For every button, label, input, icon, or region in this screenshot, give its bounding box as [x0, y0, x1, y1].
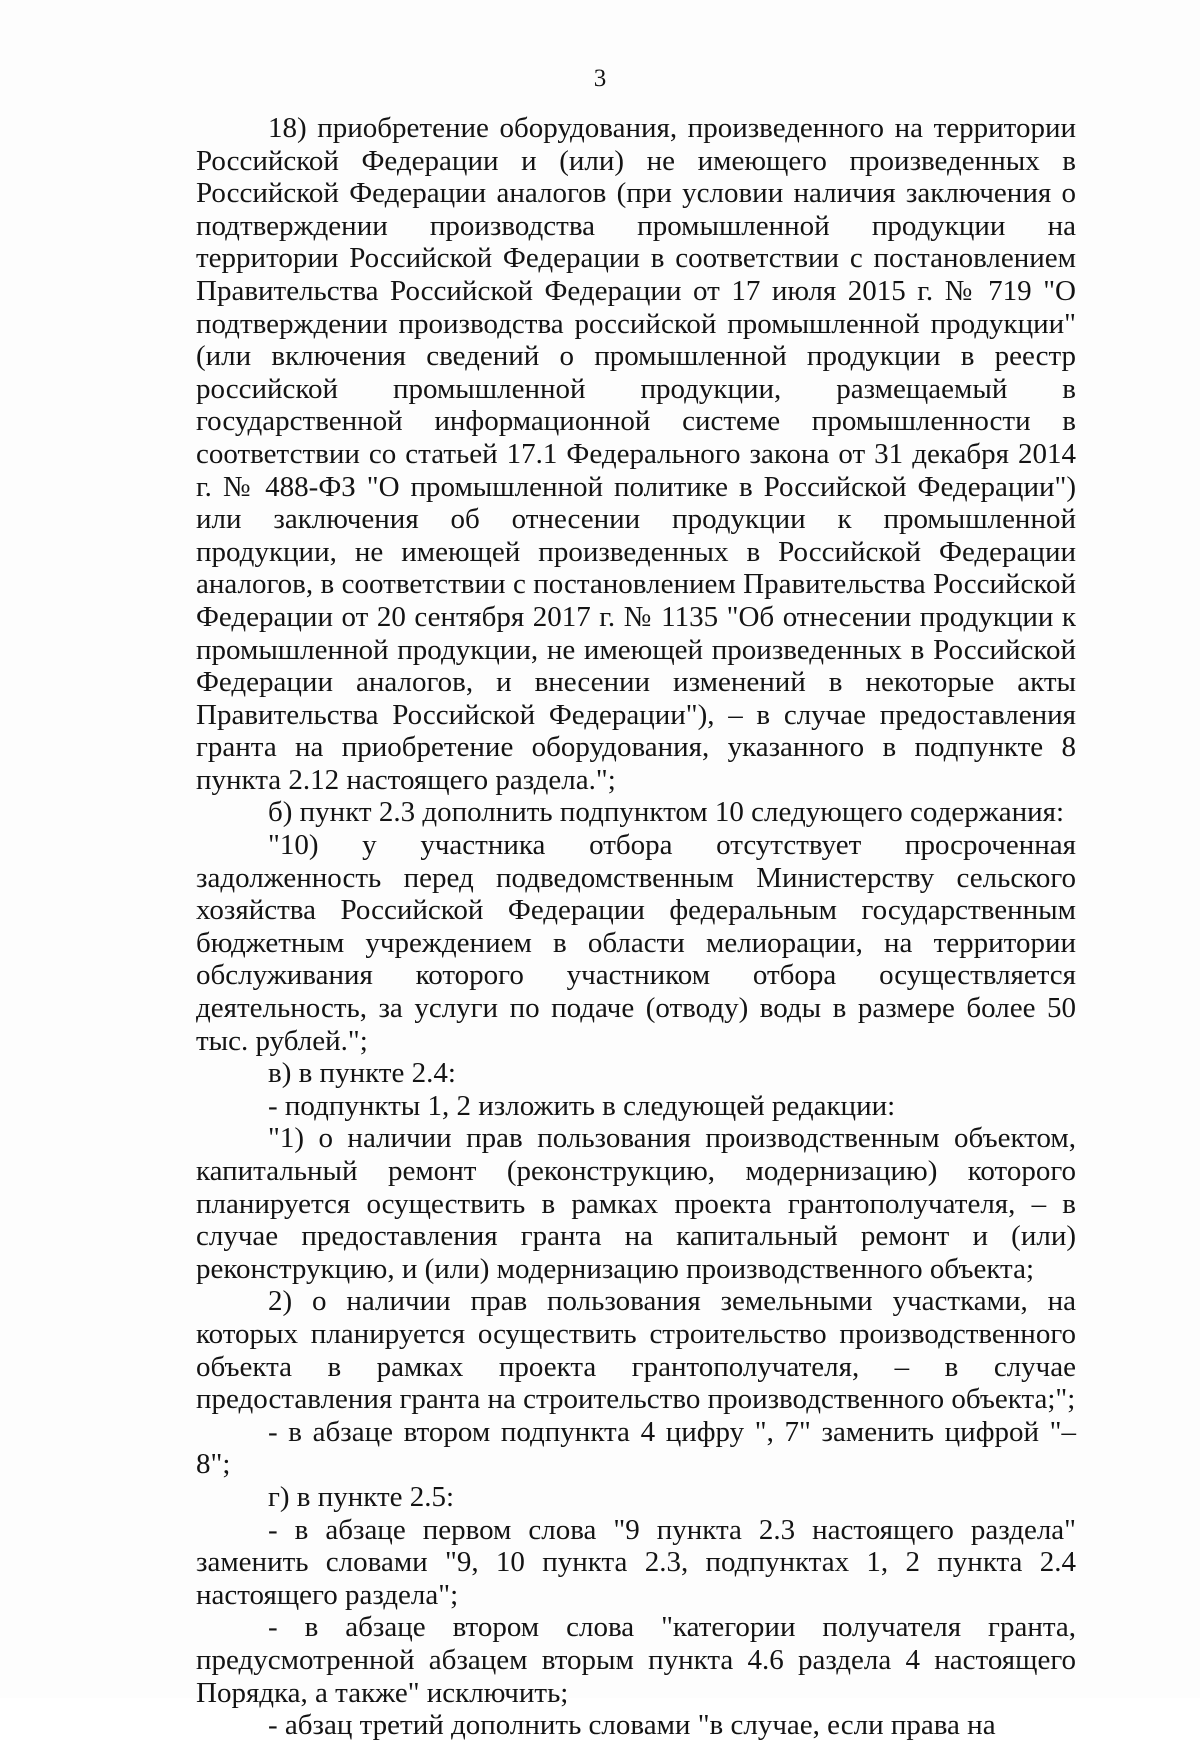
- paragraph-third-abzac: - абзац третий дополнить словами "в случае, если права на: [268, 1709, 996, 1742]
- page-number: 3: [593, 65, 607, 92]
- paragraph-subitem-4-change: - в абзаце втором подпункта 4 цифру ", 7" заменить цифрой "– 8";: [196, 1415, 1076, 1481]
- paragraph-item-10: "10) у участника отбора отсутствует просроченная задолженность перед подведомственным Министерству сельского хозяйства Российской Федерации федеральным государственным бюджетным учреждением в области мелиорации, на территории обслуживания которого участником отбора осуществляется деятельность, за услуги по подаче (отводу) воды в размере более 50 тыс. рублей.";: [196, 829, 1076, 1057]
- paragraph-second-abzac: - в абзаце втором слова "категории получателя гранта, предусмотренной абзацем вторым пункта 4.6 раздела 4 настоящего Порядка, а также" исключить;: [196, 1611, 1076, 1709]
- paragraph-item-1: "1) о наличии прав пользования производственным объектом, капитальный ремонт (реконструкцию, модернизацию) которого планируется осуществить в рамках проекта грантополучателя, – в случае предоставления гранта на капитальный ремонт и (или) реконструкцию, и (или) модернизацию производственного объекта;: [196, 1122, 1076, 1285]
- paragraph-subitems-1-2: - подпункты 1, 2 изложить в следующей редакции:: [268, 1089, 896, 1122]
- paragraph-amend-b: б) пункт 2.3 дополнить подпунктом 10 следующего содержания:: [268, 796, 1065, 829]
- paragraph-amend-v: в) в пункте 2.4:: [268, 1057, 456, 1090]
- document-body: [196, 112, 1076, 1742]
- paragraph-amend-g: г) в пункте 2.5:: [268, 1480, 455, 1513]
- paragraph-first-abzac: - в абзаце первом слова "9 пункта 2.3 настоящего раздела" заменить словами "9, 10 пункта 2.3, подпунктах 1, 2 пункта 2.4 настоящего раздела";: [196, 1513, 1076, 1611]
- paragraph-item-18: 18) приобретение оборудования, произведенного на территории Российской Федерации и (или) не имеющего произведенных в Российской Федерации аналогов (при условии наличия заключения о подтверждении производства промышленной продукции на территории Российской Федерации в соответствии с постановлением Правительства Российской Федерации от 17 июля 2015 г. № 719 "О подтверждении производства российской промышленной продукции" (или включения сведений о промышленной продукции в реестр российской промышленной продукции, размещаемый в государственной информационной системе промышленности в соответствии со статьей 17.1 Федерального закона от 31 декабря 2014 г. № 488-ФЗ "О промышленной политике в Российской Федерации") или заключения об отнесении продукции к промышленной продукции, не имеющей произведенных в Российской Федерации аналогов, в соответствии с постановлением Правительства Российской Федерации от 20 сентября 2017 г. № 1135 "Об отнесении продукции к промышленной продукции, не имеющей произведенных в Российской Федерации аналогов, и внесении изменений в некоторые акты Правительства Российской Федерации"), – в случае предоставления гранта на приобретение оборудования, указанного в подпункте 8 пункта 2.12 настоящего раздела.";: [196, 112, 1076, 796]
- paragraph-item-2: 2) о наличии прав пользования земельными участками, на которых планируется осуществить строительство производственного объекта в рамках проекта грантополучателя, – в случае предоставления гранта на строительство производственного объекта;";: [196, 1285, 1076, 1416]
